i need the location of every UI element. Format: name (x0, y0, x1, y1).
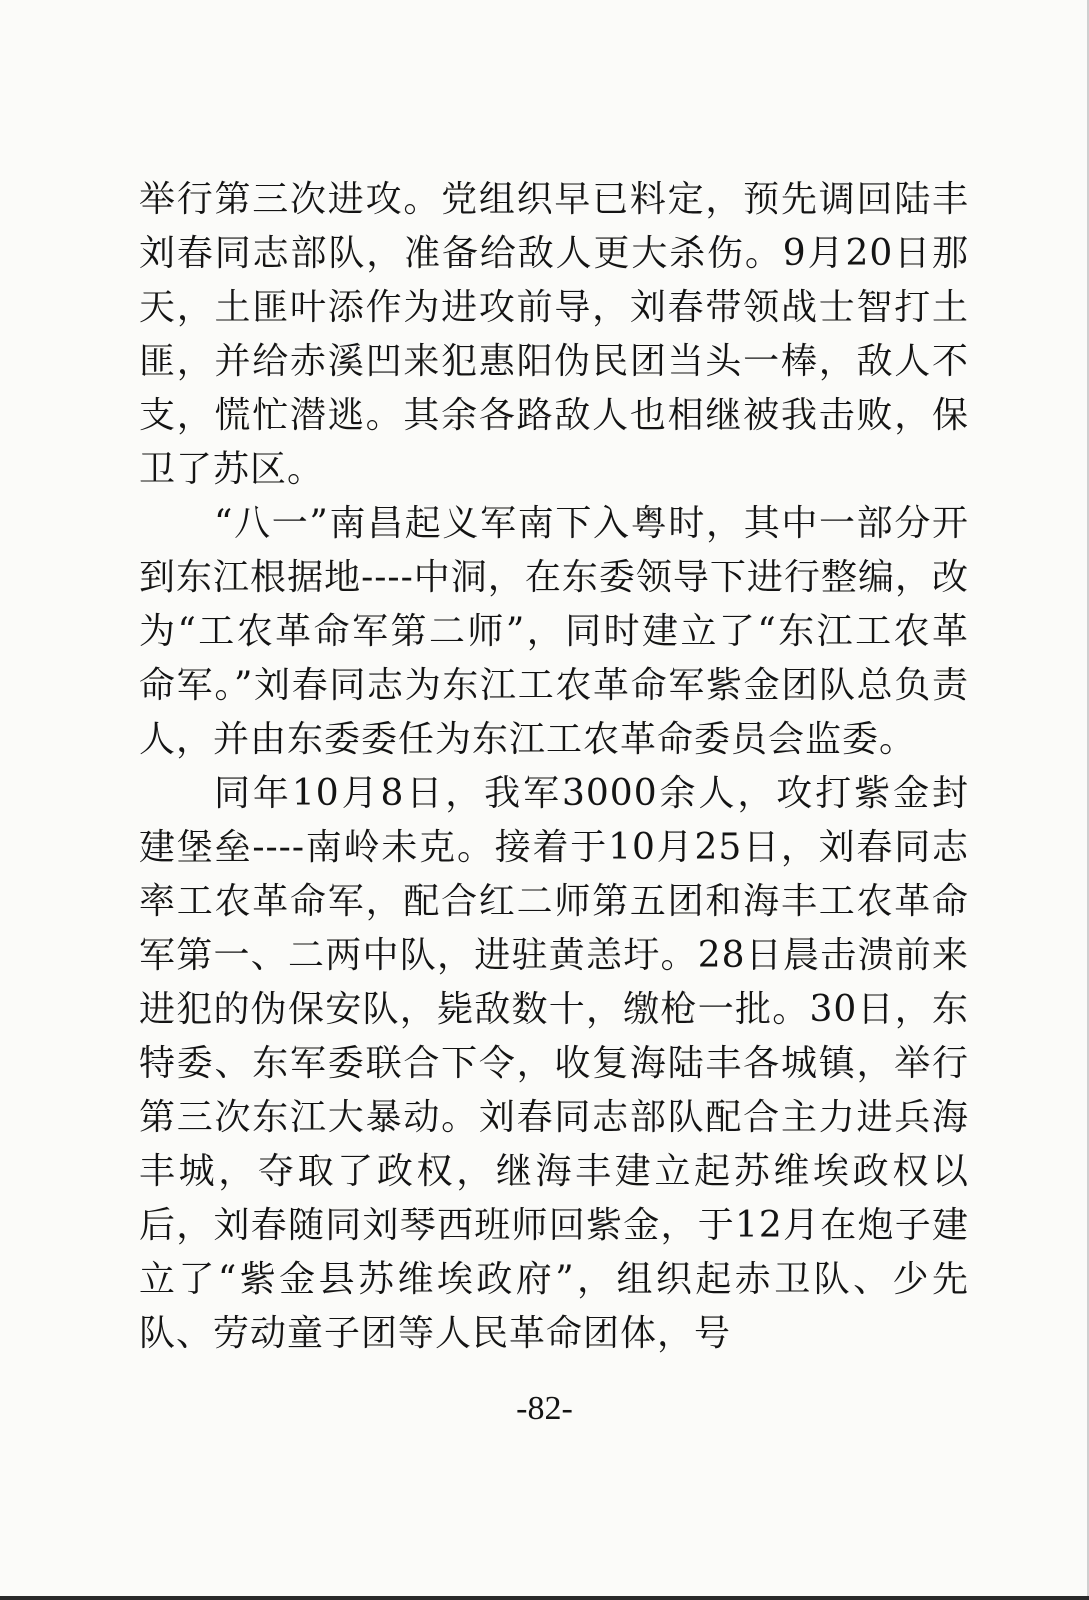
body-text (139, 173, 969, 1361)
paragraph-1: 举行第三次进攻。党组织早已料定，预先调回陆丰刘春同志部队，准备给敌人更大杀伤。9月20日那天，土匪叶添作为进攻前导，刘春带领战士智打土匪，并给赤溪凹来犯惠阳伪民团当头一棒，敌人不支，慌忙潜逃。其余各路敌人也相继被我击败，保卫了苏区。 (139, 179, 969, 490)
page-number: -82- (516, 1390, 573, 1427)
paragraph-3: 同年10月8日，我军3000余人，攻打紫金封建堡垒----南岭未克。接着于10月25日，刘春同志率工农革命军，配合红二师第五团和海丰工农革命军第一、二两中队，进驻黄恙圩。28日晨击溃前来进犯的伪保安队，毙敌数十，缴枪一批。30日，东特委、东军委联合下令，收复海陆丰各城镇，举行第三次东江大暴动。刘春同志部队配合主力进兵海丰城，夺取了政权，继海丰建立起苏维埃政权以后，刘春随同刘琴西班师回紫金，于12月在炮子建立了“紫金县苏维埃政府”，组织起赤卫队、少先队、劳动童子团等人民革命团体，号 (139, 773, 969, 1354)
scan-edge-bottom (0, 1596, 1089, 1600)
paragraph-2: “八一”南昌起义军南下入粤时，其中一部分开到东江根据地----中洞，在东委领导下进行整编，改为“工农革命军第二师”，同时建立了“东江工农革命军。”刘春同志为东江工农革命军紫金团队总负责人，并由东委委任为东江工农革命委员会监委。 (139, 503, 969, 760)
